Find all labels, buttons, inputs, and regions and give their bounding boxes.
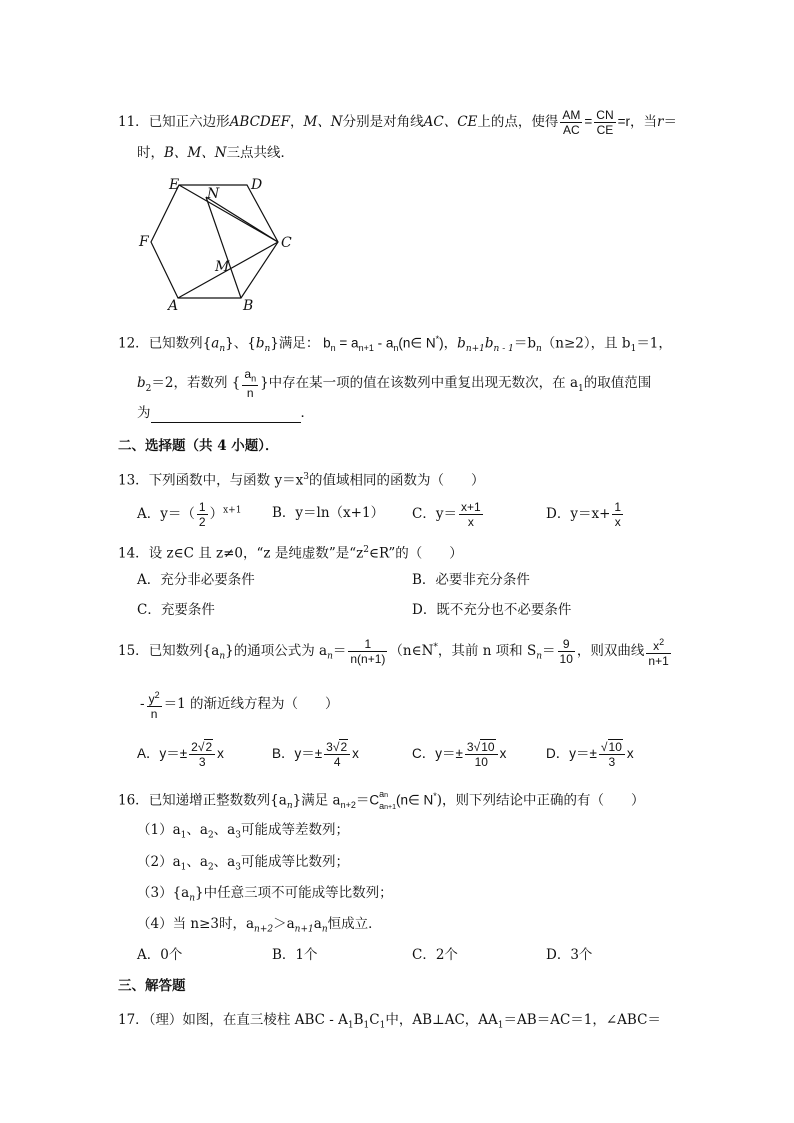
q15-line2: - $\frac{y^2}{n}$ ＝1 的渐近线方程为（ ） — [140, 690, 339, 721]
fraction-an-n: $\frac{a_n}{n}$ — [244, 367, 257, 401]
hexagon-figure — [135, 172, 305, 312]
label-m: M — [215, 259, 230, 275]
q13-option-c[interactable]: C．y＝ $\frac{x+1}{x}$ — [412, 500, 481, 529]
q13-stem: 13．下列函数中，与函数 $y=x^3$的值域相同的函数为（ ） — [118, 472, 485, 489]
q12-line3: 为 ． — [137, 405, 314, 421]
label-a: A — [168, 298, 179, 312]
q16-stem: 16．已知递增正整数数列$\{a_n\}$满足 $a_{n+2}=C$ an an+1 (n∈ N*)，则下列结论中正确的有（ ） — [118, 789, 645, 812]
q16-option-d[interactable]: D．3个 — [546, 947, 593, 963]
section-3-heading: 三、解答题 — [118, 978, 186, 994]
label-f: F — [139, 234, 149, 250]
label-d: D — [251, 177, 263, 193]
q12-line1: 12．已知数列$\{a_n\}$、$\{b_n\}$满足： $b_n = a_{n+1}$ - $a_n(n\in$ N*)，$b_{n+1}b_{n - 1}=b_n(n\ge 2)$，且 $b_1=1$， — [118, 334, 672, 355]
q16-statement-1: $(1)a_1$、$a_2$、$a_3$可能成等差数列； — [137, 822, 349, 841]
q15-option-d[interactable]: D．y＝± $\frac{√10}{3}$ x — [546, 740, 634, 769]
line-bn — [206, 197, 241, 298]
q13-option-a[interactable]: A．y＝（ $\frac{1}{2}$ ）$^{x+1}$ — [137, 500, 242, 529]
q16-option-a[interactable]: A．0个 — [137, 947, 183, 963]
q11-line2: 时，B、M、N三点共线． — [137, 145, 295, 161]
q14-stem: 14．设 z∈C 且 z≠0，“z 是纯虚数”是“$z^2\in R$”的（ ） — [118, 545, 463, 562]
line-nc — [206, 197, 278, 242]
q13-option-d[interactable]: D．y＝x+ $\frac{1}{x}$ — [546, 500, 622, 529]
label-n: N — [207, 186, 220, 202]
q14-option-d[interactable]: D．既不充分也不必要条件 — [412, 602, 572, 618]
fraction-cn-ce: $\frac{CN}{CE}$ — [596, 108, 614, 137]
q15-option-c[interactable]: C．y＝± $\frac{3√10}{10}$ x — [412, 740, 507, 769]
q14-option-c[interactable]: C．充要条件 — [137, 602, 215, 618]
q16-statement-4: （4）当 n≥3时，$a_{n+2}>a_{n+1}a_n$恒成立． — [137, 916, 382, 935]
q15-line1: 15．已知数列$\{a_n\}$的通项公式为 $a_n=$ $\frac{1}{n(n+1)}$ （n∈N*，其前 n 项和 $S_n=$ $\frac{9}{10}$ ，则双曲线 $\frac{x^2}{n+1}$ — [118, 637, 669, 668]
q15-option-b[interactable]: B．y＝± $\frac{3√2}{4}$ x — [272, 740, 359, 769]
fraction-am-ac: $\frac{AM}{AC}$ — [562, 108, 581, 137]
section-2-heading: 二、选择题（共 4 小题）． — [118, 438, 279, 454]
q17-line1: 17．（理）如图，在直三棱柱 ABC - $A_1B_1C_1$中，AB⊥AC，$AA_1=AB=AC=1$，∠ABC＝ — [118, 1012, 661, 1031]
label-e: E — [169, 177, 180, 193]
q13-option-b[interactable]: B．y＝ln（x+1） — [272, 505, 385, 521]
q16-statement-3: $(3)\{a_n\}$中任意三项不可能成等比数列； — [137, 885, 393, 904]
q14-option-a[interactable]: A．充分非必要条件 — [137, 572, 255, 588]
q12-line2: $b_2=2$，若数列 { $\frac{a_n}{n}$ }中存在某一项的值在该数列中重复出现无数次，在 $a_1$的取值范围 — [137, 367, 652, 401]
label-b: B — [243, 298, 254, 312]
q16-option-b[interactable]: B．1个 — [272, 947, 318, 963]
label-c: C — [281, 235, 292, 251]
q11-line1: 11．已知正六边形ABCDEF，M、N分别是对角线AC、CE上的点，使得 $\frac{AM}{AC}$ = $\frac{CN}{CE}$ =r，当r＝ — [118, 108, 677, 137]
q14-option-b[interactable]: B．必要非充分条件 — [412, 572, 530, 588]
q16-option-c[interactable]: C．2个 — [412, 947, 458, 963]
q15-option-a[interactable]: A．y＝± $\frac{2√2}{3}$ x — [137, 740, 224, 769]
q16-statement-2: $(2)a_1$、$a_2$、$a_3$可能成等比数列； — [137, 854, 349, 873]
answer-blank[interactable] — [151, 408, 301, 423]
